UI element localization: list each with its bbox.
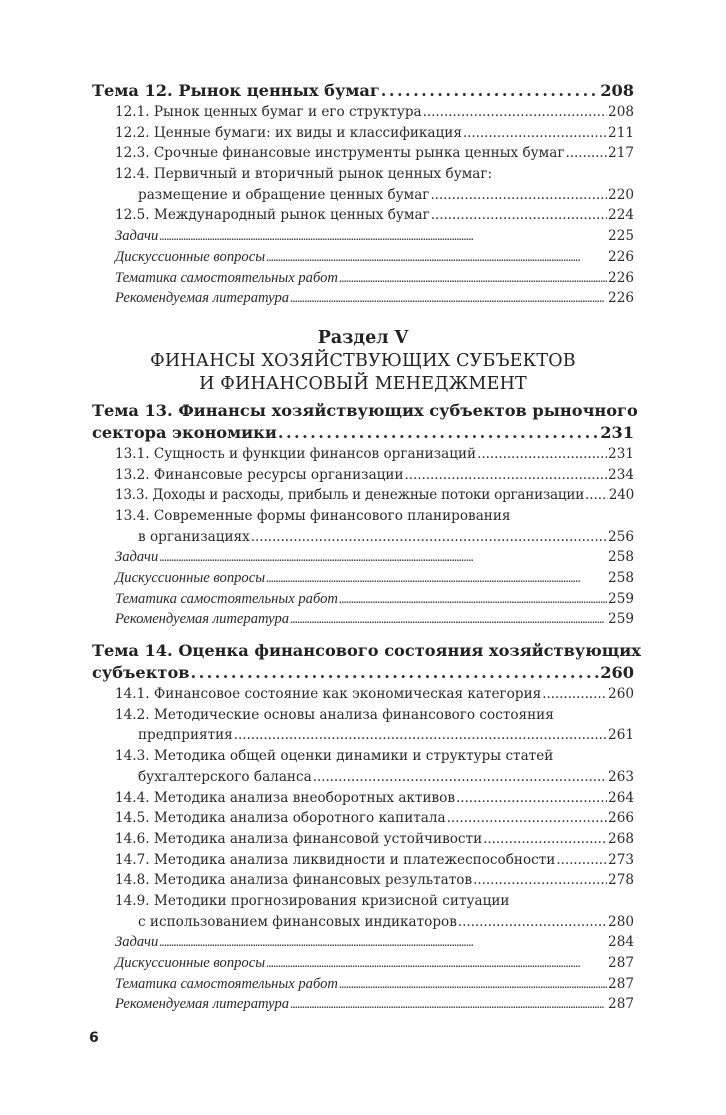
toc-entry-label: 14.1. Финансовое состояние как экономическая категория bbox=[115, 686, 542, 703]
toc-entry-14-9[interactable] bbox=[92, 891, 634, 912]
toc-entry-12-5[interactable] bbox=[92, 205, 634, 226]
toc-entry-label: 14.3. Методика общей оценки динамики и структуры статей bbox=[115, 748, 554, 765]
toc-entry-13-4[interactable] bbox=[92, 506, 634, 527]
toc-entry-label: 12.1. Рынок ценных бумаг и его структура bbox=[115, 104, 422, 120]
toc-entry-12-4[interactable] bbox=[92, 164, 634, 185]
toc-extra-discussion[interactable] bbox=[92, 568, 634, 589]
toc-leader-dots bbox=[585, 485, 608, 506]
toc-extra-label: Задачи bbox=[115, 549, 159, 566]
toc-page-number: 226 bbox=[608, 290, 634, 307]
toc-entry-12-1[interactable] bbox=[92, 102, 634, 123]
toc-topic-13[interactable] bbox=[92, 400, 638, 422]
toc-entry-label: 13.1. Сущность и функции финансов организаций bbox=[115, 445, 477, 462]
toc-entry-14-8[interactable] bbox=[92, 870, 634, 891]
toc-page-number: 225 bbox=[608, 228, 634, 245]
section-number: Раздел V bbox=[317, 327, 409, 348]
toc-leader-dots bbox=[266, 953, 607, 974]
toc-extra-tasks[interactable] bbox=[92, 932, 634, 953]
toc-page-number: 264 bbox=[608, 789, 634, 806]
toc-entry-label: 13.3. Доходы и расходы, прибыль и денежные потоки организации bbox=[115, 487, 585, 504]
toc-entry-12-2[interactable] bbox=[92, 123, 634, 144]
toc-page-number: 256 bbox=[608, 528, 634, 545]
toc-leader-dots bbox=[447, 808, 607, 829]
toc-entry-label: 12.4. Первичный и вторичный рынок ценных бумаг: bbox=[115, 166, 493, 183]
toc-entry-13-1[interactable] bbox=[92, 444, 634, 465]
toc-entry-label-cont: предприятия bbox=[138, 727, 233, 744]
toc-leader-dots bbox=[339, 268, 607, 289]
toc-page-number: 226 bbox=[608, 248, 634, 265]
toc-topic-title: Тема 12. Рынок ценных бумаг bbox=[92, 81, 380, 100]
toc-leader-dots bbox=[477, 444, 607, 465]
toc-topic-14[interactable] bbox=[92, 640, 641, 662]
toc-entry-14-3[interactable] bbox=[92, 746, 634, 767]
toc-entry-13-3[interactable] bbox=[92, 485, 634, 506]
toc-page-number: 278 bbox=[608, 872, 634, 889]
section-title-line1: ФИНАНСЫ ХОЗЯЙСТВУЮЩИХ СУБЪЕКТОВ bbox=[150, 350, 576, 371]
toc-page-number: 287 bbox=[608, 975, 634, 992]
toc-entry-label-cont: бухгалтерского баланса bbox=[138, 768, 312, 785]
toc-extra-literature[interactable] bbox=[92, 609, 634, 630]
toc-extra-label: Дискуссионные вопросы bbox=[115, 955, 266, 971]
toc-extra-tasks[interactable] bbox=[92, 547, 634, 568]
toc-extra-discussion[interactable] bbox=[92, 953, 634, 974]
toc-entry-label: 12.3. Срочные финансовые инструменты рынка ценных бумаг bbox=[115, 145, 565, 162]
toc-extra-discussion[interactable] bbox=[92, 247, 634, 268]
toc-leader-dots bbox=[381, 80, 599, 102]
toc-entry-12-4-cont[interactable] bbox=[92, 185, 634, 206]
toc-leader-dots bbox=[463, 123, 607, 144]
section-heading bbox=[92, 327, 634, 396]
toc-page-number: 287 bbox=[608, 996, 634, 1013]
toc-leader-dots bbox=[251, 527, 607, 548]
toc-entry-label: 14.8. Методика анализа финансовых результатов bbox=[115, 872, 473, 889]
toc-extra-label: Дискуссионные вопросы bbox=[115, 570, 266, 586]
toc-page-number: 284 bbox=[608, 934, 634, 951]
toc-page-number: 280 bbox=[608, 913, 634, 930]
toc-leader-dots bbox=[431, 205, 607, 226]
toc-page-number: 268 bbox=[608, 830, 634, 847]
toc-extra-label: Тематика самостоятельных работ bbox=[115, 269, 338, 286]
toc-entry-label: 14.2. Методические основы анализа финансового состояния bbox=[115, 706, 554, 723]
toc-leader-dots bbox=[266, 247, 607, 268]
toc-extra-label: Задачи bbox=[115, 934, 159, 951]
toc-leader-dots bbox=[473, 870, 607, 891]
toc-page-number: 273 bbox=[608, 851, 634, 868]
toc-page-number: 234 bbox=[608, 466, 634, 483]
toc-page-number: 211 bbox=[608, 124, 634, 141]
toc-entry-label: 14.5. Методика анализа оборотного капитала bbox=[115, 810, 446, 827]
toc-entry-label: 12.2. Ценные бумаги: их виды и классификация bbox=[115, 124, 462, 141]
toc-entry-label-cont: с использованием финансовых индикаторов bbox=[138, 913, 457, 930]
toc-entry-label-cont: размещение и обращение ценных бумаг bbox=[138, 186, 430, 203]
toc-leader-dots bbox=[159, 932, 607, 953]
toc-entry-14-9-cont[interactable] bbox=[92, 912, 634, 933]
toc-page-number: 220 bbox=[608, 186, 634, 203]
toc-extra-literature[interactable] bbox=[92, 288, 634, 309]
toc-page-number: 258 bbox=[608, 570, 634, 586]
toc-topic-title: Тема 14. Оценка финансового состояния хозяйствующих bbox=[92, 641, 641, 661]
toc-page-number: 259 bbox=[608, 590, 634, 607]
toc-leader-dots bbox=[430, 185, 607, 206]
toc-entry-label: 12.5. Международный рынок ценных бумаг bbox=[115, 207, 430, 224]
toc-leader-dots bbox=[290, 288, 607, 309]
toc-extra-label: Тематика самостоятельных работ bbox=[115, 975, 338, 992]
toc-page-number: 266 bbox=[608, 810, 634, 827]
toc-page-number: 260 bbox=[600, 663, 634, 683]
toc-topic-title-cont: субъектов bbox=[92, 663, 190, 683]
toc-page-number: 208 bbox=[608, 104, 634, 120]
toc-page-number: 208 bbox=[600, 81, 634, 100]
toc-extra-label: Рекомендуемая литература bbox=[115, 611, 290, 628]
toc-extra-label: Задачи bbox=[115, 228, 159, 245]
toc-topic-title-cont: сектора экономики bbox=[92, 422, 277, 442]
toc-extra-tasks[interactable] bbox=[92, 226, 634, 247]
toc-extra-label: Дискуссионные вопросы bbox=[115, 248, 266, 265]
toc-page-number: 261 bbox=[608, 727, 634, 744]
toc-entry-14-2[interactable] bbox=[92, 705, 634, 726]
toc-leader-dots bbox=[423, 102, 607, 123]
toc-extra-independent-work[interactable] bbox=[92, 974, 634, 995]
toc-leader-dots bbox=[313, 767, 607, 788]
toc-leader-dots bbox=[278, 422, 599, 444]
toc-leader-dots bbox=[542, 684, 607, 705]
toc-entry-label: 13.4. Современные формы финансового планирования bbox=[115, 507, 511, 524]
toc-page-number: 240 bbox=[608, 487, 634, 504]
toc-extra-label: Рекомендуемая литература bbox=[115, 290, 290, 307]
toc-topic-title: Тема 13. Финансы хозяйствующих субъектов рыночного bbox=[92, 400, 638, 420]
toc-leader-dots bbox=[556, 850, 607, 871]
toc-leader-dots bbox=[405, 465, 608, 486]
toc-entry-label: 14.4. Методика анализа внеоборотных активов bbox=[115, 789, 455, 806]
toc-page-number: 224 bbox=[608, 207, 634, 224]
toc-entry-label: 13.2. Финансовые ресурсы организации bbox=[115, 466, 404, 483]
page-number: 6 bbox=[89, 1030, 99, 1046]
toc-entry-13-4-cont[interactable] bbox=[92, 527, 634, 548]
toc-leader-dots bbox=[483, 829, 607, 850]
toc-page-number: 226 bbox=[608, 269, 634, 286]
toc-page-number: 287 bbox=[608, 955, 634, 971]
toc-entry-14-1[interactable] bbox=[92, 684, 634, 705]
toc-leader-dots bbox=[290, 994, 607, 1015]
toc-extra-label: Тематика самостоятельных работ bbox=[115, 590, 338, 607]
toc-leader-dots bbox=[290, 609, 607, 630]
toc-entry-12-3[interactable] bbox=[92, 143, 634, 164]
toc-leader-dots bbox=[339, 974, 607, 995]
toc-entry-14-3-cont[interactable] bbox=[92, 767, 634, 788]
toc-entry-label-cont: в организациях bbox=[138, 528, 250, 545]
toc-entry-13-2[interactable] bbox=[92, 465, 634, 486]
toc-page-number: 231 bbox=[608, 445, 634, 462]
toc-topic-13-cont[interactable] bbox=[92, 422, 634, 444]
toc-entry-14-6[interactable] bbox=[92, 829, 634, 850]
toc-leader-dots bbox=[458, 912, 607, 933]
toc-topic-14-cont[interactable] bbox=[92, 662, 634, 684]
toc-leader-dots bbox=[159, 547, 607, 568]
toc-entry-label: 14.9. Методики прогнозирования кризисной ситуации bbox=[115, 892, 510, 909]
table-of-contents bbox=[92, 80, 641, 1015]
toc-extra-literature[interactable] bbox=[92, 994, 634, 1015]
toc-entry-label: 14.6. Методика анализа финансовой устойчивости bbox=[115, 830, 483, 847]
toc-leader-dots bbox=[565, 143, 607, 164]
toc-leader-dots bbox=[191, 662, 600, 684]
toc-leader-dots bbox=[339, 589, 607, 610]
toc-entry-14-2-cont[interactable] bbox=[92, 725, 634, 746]
toc-extra-independent-work[interactable] bbox=[92, 589, 634, 610]
section-title-line2: И ФИНАНСОВЫЙ МЕНЕДЖМЕНТ bbox=[199, 373, 527, 394]
toc-entry-14-5[interactable] bbox=[92, 808, 634, 829]
toc-topic-12[interactable] bbox=[92, 80, 634, 102]
toc-leader-dots bbox=[159, 226, 607, 247]
toc-leader-dots bbox=[234, 725, 607, 746]
toc-extra-label: Рекомендуемая литература bbox=[115, 996, 290, 1013]
toc-page-number: 258 bbox=[608, 549, 634, 566]
toc-page-number: 217 bbox=[608, 145, 634, 162]
toc-page-number: 263 bbox=[608, 768, 634, 785]
toc-leader-dots bbox=[456, 788, 607, 809]
toc-page-number: 231 bbox=[600, 422, 634, 442]
toc-entry-label: 14.7. Методика анализа ликвидности и платежеспособности bbox=[115, 851, 556, 868]
toc-entry-14-4[interactable] bbox=[92, 788, 634, 809]
toc-entry-14-7[interactable] bbox=[92, 850, 634, 871]
toc-page-number: 260 bbox=[608, 686, 634, 703]
toc-extra-independent-work[interactable] bbox=[92, 268, 634, 289]
toc-leader-dots bbox=[266, 568, 607, 589]
toc-page-number: 259 bbox=[608, 611, 634, 628]
